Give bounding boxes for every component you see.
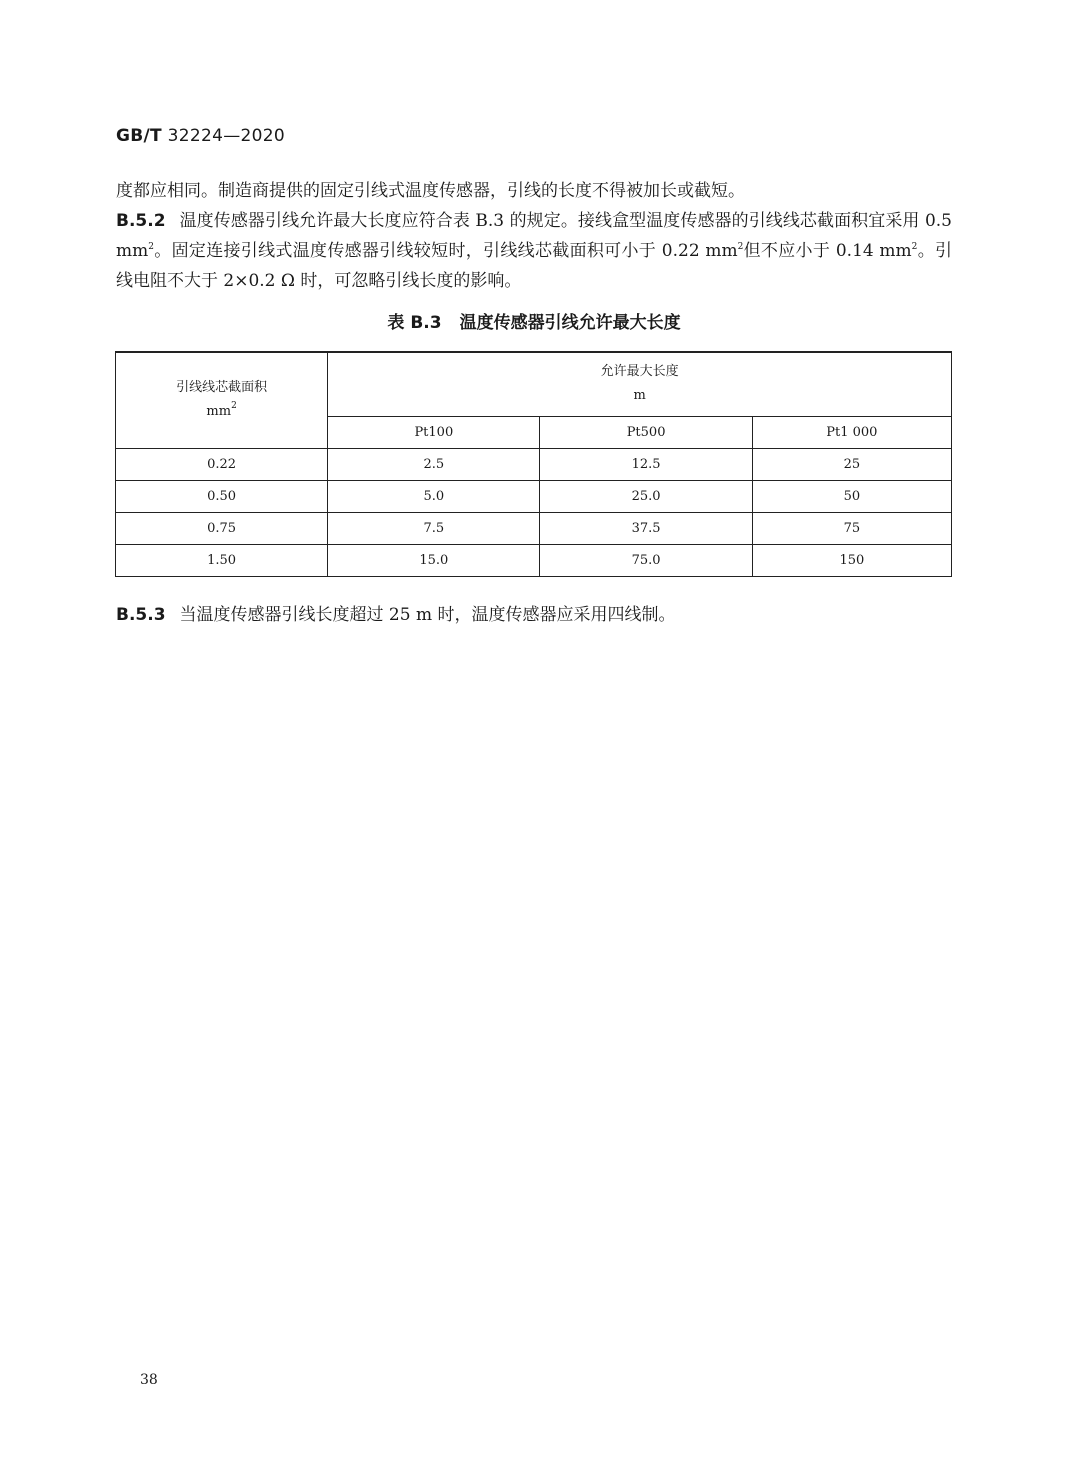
group-header-cell — [328, 352, 952, 416]
standard-number: 32224—2020 — [167, 126, 285, 146]
table-caption — [116, 308, 952, 333]
table-cell: 2.5 — [328, 448, 540, 480]
table-cell: 75 — [752, 512, 951, 544]
table-row — [116, 448, 952, 480]
sub-header-pt100: Pt100 — [328, 416, 540, 448]
table-row — [116, 512, 952, 544]
paragraph-continuation: 度都应相同。制造商提供的固定引线式温度传感器，引线的长度不得被加长或截短。 — [116, 181, 745, 201]
table-cell: 25 — [752, 448, 951, 480]
col1-unit: $mm^2$ — [206, 401, 237, 420]
table-cell: 0.22 — [116, 448, 328, 480]
table-caption-title: 温度传感器引线允许最大长度 — [459, 313, 681, 333]
p2-text-3: 但不应小于 0.14 mm — [743, 241, 912, 261]
table-cell: 0.50 — [116, 480, 328, 512]
standard-prefix: GB/T — [116, 126, 162, 146]
table-cell: 150 — [752, 544, 951, 576]
section-number-b52: B.5.2 — [116, 211, 166, 231]
table-caption-number: 表 B.3 — [387, 313, 442, 333]
p2-text-2: 。固定连接引线式温度传感器引线较短时，引线线芯截面积可小于 0.22 mm — [153, 241, 738, 261]
p2-text-4: 。引线电阻不大于 2×0.2 Ω 时，可忽略引线长度的影响。 — [116, 241, 952, 291]
group-unit: m — [633, 388, 646, 404]
table-cell: 7.5 — [328, 512, 540, 544]
lead-length-table — [115, 351, 952, 577]
col1-header: 引线线芯截面积 — [176, 380, 268, 396]
document-header — [116, 126, 285, 146]
table-cell: 1.50 — [116, 544, 328, 576]
sub-header-pt500: Pt500 — [540, 416, 752, 448]
superscript: 2 — [911, 242, 918, 252]
section-number-b53: B.5.3 — [116, 605, 166, 625]
table-cell: 12.5 — [540, 448, 752, 480]
table-row — [116, 544, 952, 576]
paragraph-b52 — [116, 206, 952, 296]
table-row — [116, 480, 952, 512]
superscript: 2 — [737, 242, 744, 252]
table-cell: 75.0 — [540, 544, 752, 576]
table-cell: 50 — [752, 480, 951, 512]
p2-text-1: 温度传感器引线允许最大长度应符合表 B.3 的规定。接线盒型温度传感器的引线线芯截面积宜采用 0.5 mm — [116, 211, 952, 261]
sub-header-pt1000: Pt1 000 — [752, 416, 951, 448]
p3-text: 当温度传感器引线长度超过 25 m 时，温度传感器应采用四线制。 — [179, 605, 676, 625]
table-cell: 5.0 — [328, 480, 540, 512]
table-cell: 15.0 — [328, 544, 540, 576]
group-header: 允许最大长度 — [600, 364, 679, 380]
table-cell: 37.5 — [540, 512, 752, 544]
col1-header-cell — [116, 352, 328, 448]
superscript: 2 — [148, 242, 154, 252]
table-cell: 25.0 — [540, 480, 752, 512]
table-cell: 0.75 — [116, 512, 328, 544]
paragraph-b53 — [116, 600, 952, 630]
page-number: 38 — [140, 1372, 158, 1388]
